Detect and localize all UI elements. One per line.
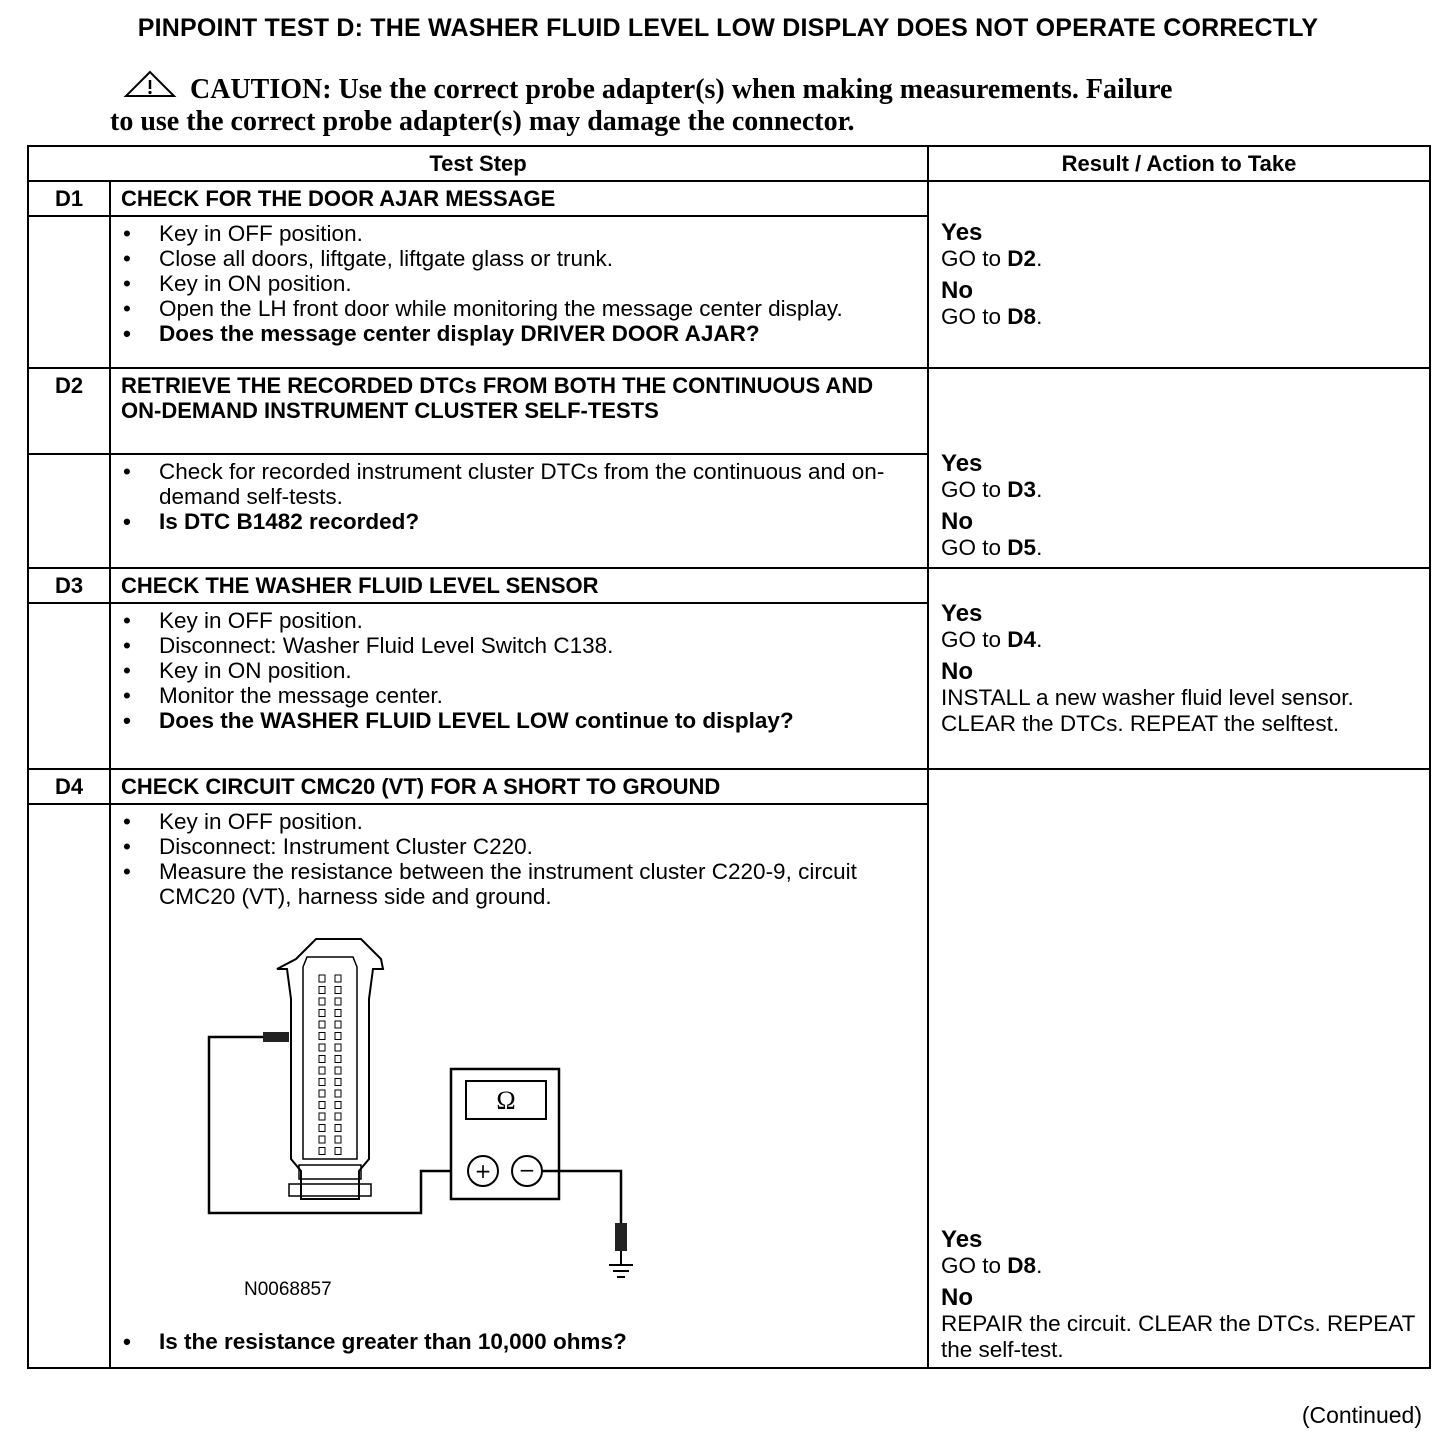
no-end: . <box>1036 535 1043 560</box>
list-item: • Key in ON position. <box>121 271 917 296</box>
list-item: • Key in ON position. <box>121 658 917 683</box>
probe-tip-left <box>263 1032 289 1042</box>
ohm-icon: Ω <box>496 1086 516 1115</box>
caution-line-1: CAUTION: Use the correct probe adapter(s) when making measurements. Failure <box>190 74 1173 105</box>
yes-label: Yes <box>941 1226 983 1253</box>
step-result <box>928 769 1430 1368</box>
yes-end: . <box>1036 1253 1043 1278</box>
no-end: . <box>1036 303 1043 329</box>
caution-note <box>110 74 1330 138</box>
list-item: • Disconnect: Washer Fluid Level Switch C138. <box>121 633 917 658</box>
yes-label: Yes <box>941 599 983 627</box>
step-id: D2 <box>28 368 110 454</box>
step-id-spacer <box>28 216 110 368</box>
no-label: No <box>941 508 974 535</box>
step-result <box>928 368 1430 568</box>
pinpoint-test-table <box>27 145 1431 1369</box>
yes-label: Yes <box>941 450 983 477</box>
page-title: PINPOINT TEST D: THE WASHER FLUID LEVEL LOW DISPLAY DOES NOT OPERATE CORRECTLY <box>137 14 1319 42</box>
yes-action: GO to <box>941 1253 1008 1278</box>
step-heading: CHECK CIRCUIT CMC20 (VT) FOR A SHORT TO GROUND <box>110 769 928 804</box>
step-result <box>928 181 1430 368</box>
yes-action: GO to <box>941 477 1008 502</box>
list-item: • Check for recorded instrument cluster DTCs from the continuous and on-demand self-tests. <box>121 459 917 509</box>
no-action: GO to <box>941 535 1008 560</box>
yes-target: D3 <box>1007 477 1037 502</box>
step-heading: RETRIEVE THE RECORDED DTCs FROM BOTH THE CONTINUOUS AND ON-DEMAND INSTRUMENT CLUSTER SELF-TESTS <box>110 368 928 454</box>
yes-label: Yes <box>941 218 983 246</box>
plus-sign: + <box>474 1159 492 1183</box>
step-question: • Does the message center display DRIVER DOOR AJAR? <box>121 321 917 346</box>
figure-id: N0068857 <box>244 1279 332 1300</box>
step-question: • Does the WASHER FLUID LEVEL LOW continue to display? <box>121 708 917 733</box>
step-question: • Is DTC B1482 recorded? <box>121 509 917 534</box>
no-action: REPAIR the circuit. CLEAR the DTCs. REPEAT the self-test. <box>941 1311 1415 1362</box>
step-id: D4 <box>28 769 110 804</box>
step-body <box>110 216 928 368</box>
measurement-diagram <box>121 909 917 1329</box>
step-body <box>110 603 928 769</box>
caution-line-2: to use the correct probe adapter(s) may damage the connector. <box>110 106 855 137</box>
yes-target: D2 <box>1007 245 1037 271</box>
continued-note: (Continued) <box>1301 1402 1422 1428</box>
step-heading: CHECK THE WASHER FLUID LEVEL SENSOR <box>110 568 928 603</box>
yes-end: . <box>1036 626 1043 652</box>
list-item: • Key in OFF position. <box>121 221 917 246</box>
no-target: D8 <box>1007 303 1037 329</box>
table-header-row <box>28 146 1430 181</box>
step-body <box>110 454 928 568</box>
step-id-spacer <box>28 603 110 769</box>
step-result <box>928 568 1430 769</box>
yes-action: GO to <box>941 245 1008 271</box>
list-item: • Close all doors, liftgate, liftgate glass or trunk. <box>121 246 917 271</box>
step-id-spacer <box>28 804 110 1368</box>
step-id: D1 <box>28 181 110 216</box>
header-test-step: Test Step <box>28 146 928 181</box>
no-action: GO to <box>941 303 1008 329</box>
step-id: D3 <box>28 568 110 603</box>
list-item: • Monitor the message center. <box>121 683 917 708</box>
minus-sign: − <box>518 1158 536 1182</box>
connector-ohmmeter-diagram <box>121 909 681 1309</box>
connector-shell <box>277 939 383 1199</box>
step-heading: CHECK FOR THE DOOR AJAR MESSAGE <box>110 181 928 216</box>
no-target: D5 <box>1007 535 1037 560</box>
table-row <box>28 568 1430 603</box>
yes-end: . <box>1036 477 1043 502</box>
list-item: • Open the LH front door while monitoring the message center display. <box>121 296 917 321</box>
yes-target: D8 <box>1007 1253 1037 1278</box>
yes-action: GO to <box>941 626 1008 652</box>
no-label: No <box>941 1284 974 1311</box>
table-row <box>28 368 1430 454</box>
list-item: • Measure the resistance between the instrument cluster C220-9, circuit CMC20 (VT), harness side and ground. <box>121 859 917 909</box>
yes-end: . <box>1036 245 1043 271</box>
table-row <box>28 181 1430 216</box>
list-item: • Disconnect: Instrument Cluster C220. <box>121 834 917 859</box>
step-question: • Is the resistance greater than 10,000 ohms? <box>121 1329 917 1354</box>
list-item: • Key in OFF position. <box>121 809 917 834</box>
probe-tip-ground <box>615 1223 627 1251</box>
step-id-spacer <box>28 454 110 568</box>
table-row <box>28 769 1430 804</box>
yes-target: D4 <box>1007 626 1037 652</box>
warning-triangle-icon <box>122 70 178 100</box>
no-action: INSTALL a new washer fluid level sensor. CLEAR the DTCs. REPEAT the selftest. <box>941 684 1354 736</box>
no-label: No <box>941 657 974 685</box>
step-body <box>110 804 928 1368</box>
list-item: • Key in OFF position. <box>121 608 917 633</box>
no-label: No <box>941 276 974 304</box>
header-result: Result / Action to Take <box>928 146 1430 181</box>
